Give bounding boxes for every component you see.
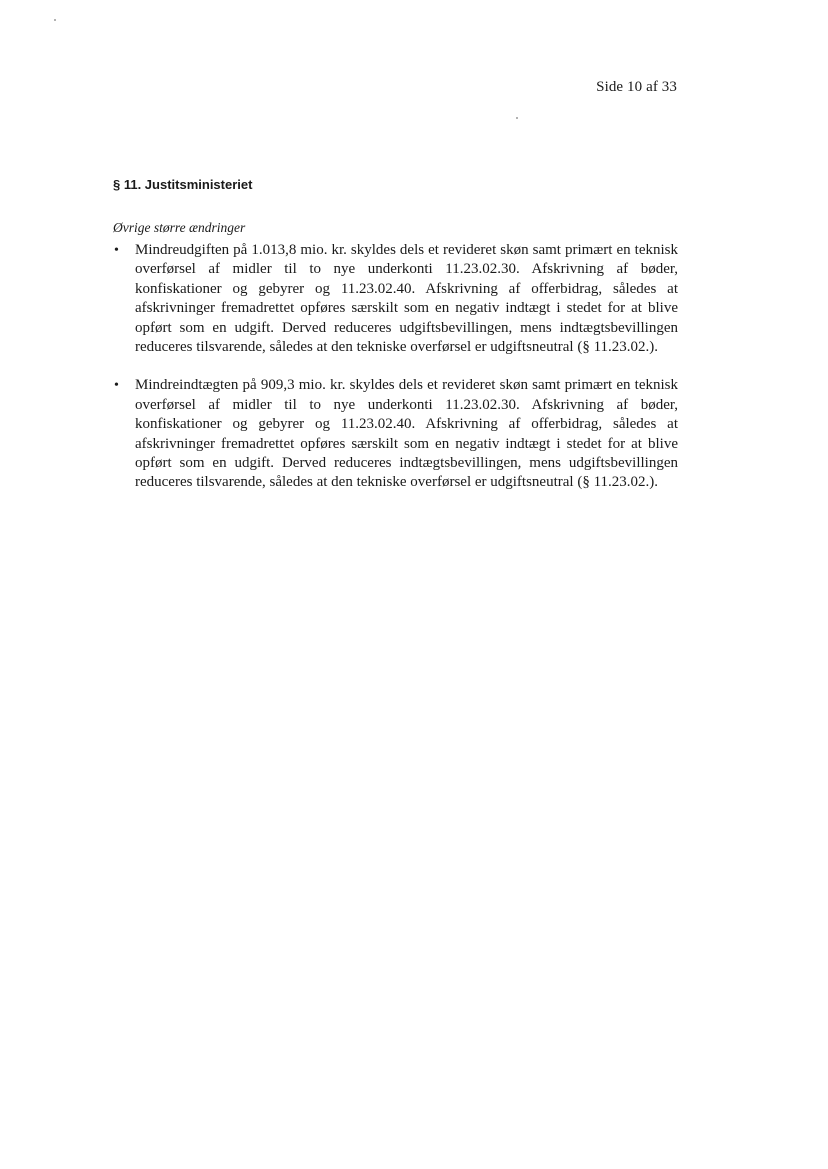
bullet-item-revenue bbox=[113, 376, 678, 492]
section-subheading: Øvrige større ændringer bbox=[113, 220, 246, 235]
bullet-text: Mindreindtægten på 909,3 mio. kr. skyldes dels et revideret skøn samt primært en teknisk overførsel af midler til to nye underkonti 11.23.02.30. Afskrivning af bøder, konfiskationer og gebyrer og 11.23.02.40. Afskrivning af offerbidrag, således at afskrivninger fremadrettet opføres særskilt som en negativ indtægt i stedet for at blive opført som en udgift. Derved reduceres indtægtsbevillingen, mens udgiftsbevillingen reduceres tilsvarende, således at den tekniske overførsel er udgiftsneutral (§ 11.23.02.). bbox=[135, 377, 678, 491]
bullet-list bbox=[113, 241, 678, 512]
bullet-icon: • bbox=[114, 378, 119, 394]
scan-speck bbox=[54, 19, 56, 21]
bullet-icon: • bbox=[114, 243, 119, 258]
bullet-item-expense bbox=[113, 241, 678, 357]
section-heading: § 11. Justitsministeriet bbox=[113, 177, 253, 192]
page-number: Side 10 af 33 bbox=[596, 79, 677, 95]
scan-speck bbox=[516, 117, 518, 119]
bullet-text: Mindreudgiften på 1.013,8 mio. kr. skyldes dels et revideret skøn samt primært en teknisk overførsel af midler til to nye underkonti 11.23.02.30. Afskrivning af bøder, konfiskationer og gebyrer og 11.23.02.40. Afskrivning af offerbidrag, således at afskrivninger fremadrettet opføres særskilt som en negativ indtægt i stedet for at blive opført som en udgift. Derved reduceres udgiftsbevillingen, mens indtægtsbevillingen reduceres tilsvarende, således at den tekniske overførsel er udgiftsneutral (§ 11.23.02.). bbox=[135, 242, 678, 356]
